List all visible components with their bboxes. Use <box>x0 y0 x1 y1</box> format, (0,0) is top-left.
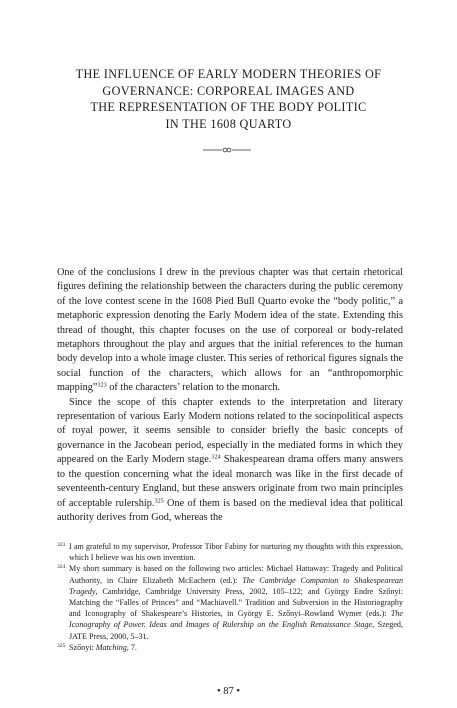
paragraph-text: Shakespearean drama offers many answers to the question concerning what the ideal monarch was like in the first decade of seventeenth-century England, but these answers originate from two main principles of acceptable rulership. <box>57 454 403 509</box>
footnote <box>57 541 403 563</box>
footnote-book-title: Matching <box>95 642 127 652</box>
footnote-number: 325 <box>57 642 66 649</box>
footnote-text: I am grateful to my supervisor, Professor Tibor Fabiny for nurturing my thoughts with this expression, which I believe was his own invention. <box>69 542 403 563</box>
footnote-text: , Szeged, JATE Press, 2000, 5–31. <box>69 620 403 641</box>
chapter-title <box>40 66 417 132</box>
footnote-reference[interactable]: 323 <box>97 381 107 389</box>
footnote <box>57 642 403 653</box>
footnote-book-title: The Cambridge Companion to Shakespearean Tragedy <box>69 575 403 596</box>
footnote-text: My short summary is based on the following two articles: Michael Hattaway: Tragedy and Political Authority, in Claire Elizabeth McEachern (ed.): <box>69 564 403 585</box>
footnote-reference[interactable]: 324 <box>211 453 221 461</box>
title-ornament-icon <box>203 146 251 154</box>
chapter-title-line: GOVERNANCE: CORPOREAL IMAGES AND <box>102 83 355 98</box>
footnote-text: , Cambridge, Cambridge University Press, 2002, 105–122; and György Endre Szőnyi: Matching the “Falles of Princes” and “Machiavell.” Tradition and Subversion in the Historiography and Iconography of Shakespeare’s Histories, in György E. Szőnyi–Rowland Wymer (eds.): <box>69 586 403 619</box>
footnotes <box>57 541 403 653</box>
main-text <box>57 266 403 525</box>
footnote-reference[interactable]: 325 <box>154 497 164 504</box>
paragraph <box>57 266 403 396</box>
chapter-title-line: IN THE 1608 QUARTO <box>165 116 292 131</box>
footnote-number: 324 <box>57 564 66 571</box>
paragraph-text: One of the conclusions I drew in the previous chapter was that certain rhetorical figures defining the relationship between the characters during the public ceremony of the love contest scene in the 1608 Pied Bull Quarto evoke the “body politic,” a metaphoric expression denoting the Early Modern idea of the state. Extending this thread of thought, this chapter focuses on the use of corporeal or body-related metaphors throughout the play and argues that the initial references to the human body develop into a whole image cluster. This series of rethorical figures signals the social function of the characters, which allows for an “anthropomorphic mapping” <box>57 267 403 394</box>
page-number: • 87 • <box>216 686 241 697</box>
paragraph <box>57 396 403 526</box>
paragraph-text: Since the scope of this chapter extends to the interpretation and literary representation of various Early Modern notions related to the sociopolitical aspects of royal power, it seems sensible to consider briefly the basic concepts of governance in the Jacobean period, especially in the mediated forms in which they appeared on the Early Modern stage. <box>57 396 403 466</box>
chapter-title-line: THE REPRESENTATION OF THE BODY POLITIC <box>90 100 367 114</box>
footnote-number: 323 <box>57 542 66 548</box>
footnote-text: Szőnyi: <box>69 642 96 652</box>
chapter-title-line: THE INFLUENCE OF EARLY MODERN THEORIES OF <box>75 67 382 81</box>
paragraph-text: of the characters’ relation to the monarch. <box>106 382 281 394</box>
paragraph-text: One of them is based on the medieval idea that political authority derives from God, whereas the <box>57 497 403 523</box>
footnote-book-title: The Iconography of Power. Ideas and Images of Rulership on the English Renaissance Stage <box>69 609 403 630</box>
footnote <box>57 563 403 641</box>
footnote-text: , 7. <box>126 642 137 652</box>
